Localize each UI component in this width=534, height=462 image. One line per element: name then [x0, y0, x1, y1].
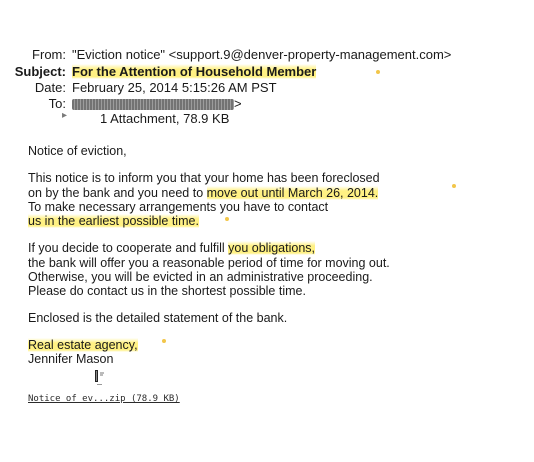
body-line: Please do contact us in the shortest possible time.	[28, 284, 306, 298]
zip-file-icon[interactable]	[94, 369, 106, 387]
body-line: To make necessary arrangements you have to contact	[28, 200, 329, 214]
body-text-segment: If you decide to cooperate and fulfill	[28, 241, 229, 255]
attachment-summary[interactable]: 1 Attachment, 78.9 KB	[100, 111, 230, 126]
highlight-speck	[452, 184, 456, 188]
subject-value: For the Attention of Household Member	[72, 64, 317, 79]
date-row	[6, 80, 277, 95]
body-line: Enclosed is the detailed statement of the bank.	[28, 311, 288, 325]
highlight-speck	[225, 217, 229, 221]
date-label: Date:	[34, 80, 66, 95]
body-line	[28, 241, 315, 256]
body-line: Otherwise, you will be evicted in an administrative proceeding.	[28, 270, 373, 284]
signature-name: Jennifer Mason	[28, 352, 114, 366]
from-value[interactable]: "Eviction notice" <support.9@denver-property-management.com>	[72, 47, 452, 62]
body-text-segment: on by the bank and you need to	[28, 186, 207, 200]
to-row	[6, 96, 242, 111]
body-line	[28, 186, 378, 201]
disclosure-triangle-icon[interactable]: ▸	[62, 110, 68, 121]
body-line	[28, 214, 199, 229]
signature-line	[28, 338, 138, 353]
to-value-tail: >	[234, 96, 242, 111]
to-label: To:	[48, 96, 66, 111]
attachment-link[interactable]: Notice of ev...zip (78.9 KB)	[28, 394, 180, 404]
from-label: From:	[32, 47, 66, 62]
body-line: This notice is to inform you that your home has been foreclosed	[28, 171, 380, 185]
subject-label: Subject:	[14, 64, 66, 79]
subject-row	[6, 64, 316, 79]
redacted-recipient	[72, 99, 234, 110]
highlighted-text: us in the earliest possible time.	[28, 214, 199, 228]
highlight-speck	[162, 339, 166, 343]
body-line: the bank will offer you a reasonable period of time for moving out.	[28, 256, 390, 270]
date-value: February 25, 2014 5:15:26 AM PST	[72, 80, 277, 95]
highlighted-text: Real estate agency,	[28, 338, 138, 352]
highlighted-text: move out until March 26, 2014.	[206, 186, 379, 200]
greeting: Notice of eviction,	[28, 144, 127, 158]
from-row	[6, 47, 451, 62]
highlighted-text: you obligations,	[228, 241, 316, 255]
highlight-speck	[376, 70, 380, 74]
